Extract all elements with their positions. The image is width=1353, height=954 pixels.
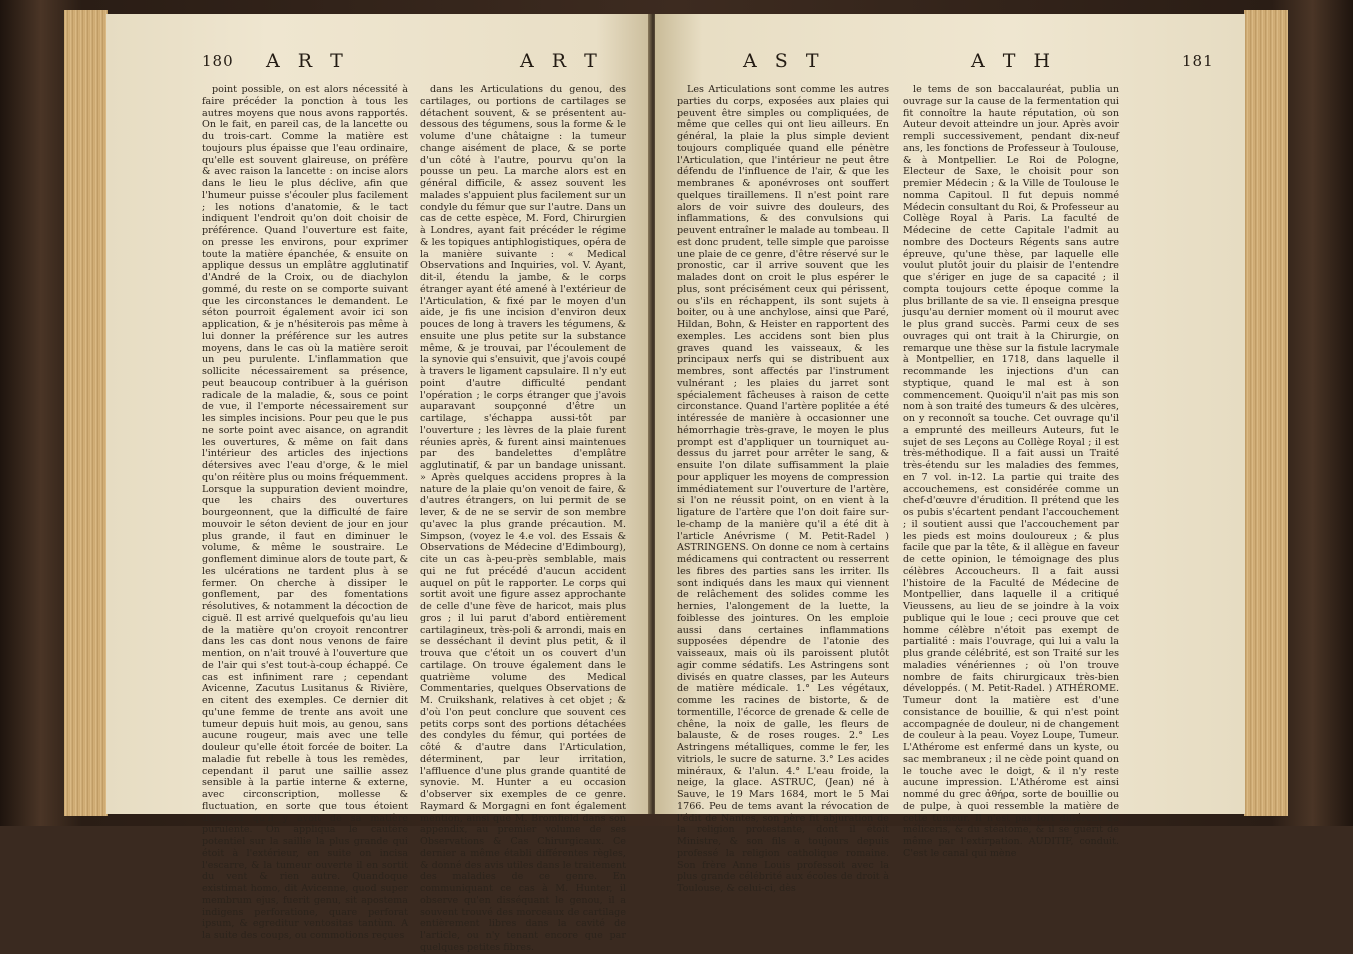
left-running-head-2: A R T: [520, 50, 603, 72]
left-running-head-1: A R T: [266, 50, 349, 72]
right-page-header: [655, 52, 1245, 76]
left-page: [106, 14, 651, 953]
right-running-head-1: A S T: [743, 50, 825, 72]
left-column-2-text: dans les Articulations du genou, des cartilages, ou portions de cartilages se détachent souvent, & se présentent au-dessous des tégumens, sous la forme & le volume d'une châtaigne : la tumeur change aisément de place, & se porte d'un côté à l'autre, pourvu qu'on la pousse un peu. La marche alors est en général difficile, & assez souvent les malades s'appuient plus facilement sur un condyle du fémur que sur l'autre. Dans un cas de cette espèce, M. Ford, Chirurgien à Londres, ayant fait précéder le régime & les topiques antiphlogistiques, opéra de la manière suivante : « Medical Observations and Inquiries, vol. V. Ayant, dit-il, étendu la jambe, & le corps étranger ayant été amené à l'extérieur de l'Articulation, & fixé par le moyen d'un aide, je fis une incision d'environ deux pouces de long à travers les tégumens, & ensuite une plus petite sur la substance même, & je trouvai, par l'écoulement de la synovie qui s'ensuivit, que j'avois coupé à travers le ligament capsulaire. Il n'y eut point d'autre difficulté pendant l'opération ; le corps étranger que j'avois auparavant soupçonné d'être un cartilage, s'échappa aussi-tôt par l'ouverture ; les lèvres de la plaie furent réunies après, & furent ainsi maintenues par des bandelettes d'emplâtre agglutinatif, & par un bandage unissant. » Après quelques accidens propres à la nature de la plaie qu'on venoit de faire, & d'autres étrangers, on lui permit de se lever, & de ne se servir de son membre qu'avec la plus grande précaution. M. Simpson, (voyez le 4.e vol. des Essais & Observations de Médecine d'Edimbourg), cite un cas à-peu-près semblable, mais qui ne fut précédé d'aucun accident auquel on pût le rapporter. Le corps qui sortit avoit une figure assez approchante de celle d'une fève de haricot, mais plus gros ; il lui parut d'abord entièrement cartilagineux, très-poli & arrondi, mais en se desséchant il devint plus petit, & il trouva que c'étoit un os couvert d'un cartilage. On trouve également dans le quatrième volume des Medical Commentaries, quelques Observations de M. Cruikshank, relatives à cet objet ; & d'où l'on peut conclure que souvent ces petits corps sont des portions détachées des condyles du fémur, qui portées de côté & d'autre dans l'Articulation, déterminent, par leur irritation, l'affluence d'une plus grande quantité de synovie. M. Hunter a eu occasion d'observer six exemples de ce genre. Raymard & Morgagni en font également mention, ainsi que M. Bromfield dans son appendix, au premier volume de ses Observations & Cas Chirurgicaux. Ce dernier a même établi différentes règles, & donné des avis utiles dans le traitement des maladies de ce genre. En communiquant ce cas à M. Hunter, il observe qu'en disséquant le genou, il a souvent trouvé des morceaux de cartilage entièrement libres dans la cavité de l'article, ou n'y tenant encore que par quelques petites fibres.: [420, 84, 626, 953]
right-page-edges: [1244, 10, 1288, 816]
left-page-edges: [64, 10, 108, 816]
left-page-number: 180: [202, 52, 234, 70]
right-page: [655, 14, 1245, 894]
right-column-2-text: le tems de son baccalauréat, publia un ouvrage sur la cause de la fermentation qui fit connoître la haute réputation, où son Auteur devoit atteindre un jour. Après avoir rempli successivement, pendant dix-neuf ans, les fonctions de Professeur à Toulouse, & à Montpellier. Le Roi de Pologne, Electeur de Saxe, le choisit pour son premier Médecin ; & la Ville de Toulouse le nomma Capitoul. Il fut depuis nommé Médecin consultant du Roi, & Professeur au Collège Royal à Paris. La faculté de Médecine de cette Capitale l'admit au nombre des Docteurs Régents sans autre épreuve, qu'une thèse, par laquelle elle voulut plutôt jouir du plaisir de l'entendre que s'ériger en juge de sa capacité ; il compta toujours cette époque comme la plus brillante de sa vie. Il enseigna presque jusqu'au dernier moment où il mourut avec le plus grand succès. Parmi ceux de ses ouvrages qui ont trait à la Chirurgie, on remarque une thèse sur la fistule lacrymale à Montpellier, en 1718, dans laquelle il recommande les injections d'un can styptique, quand le mal est à son commencement. Quoiqu'il n'ait pas mis son nom à son traité des tumeurs & des ulcères, on y reconnoît sa touche. Cet ouvrage qu'il a emprunté des meilleurs Auteurs, fut le sujet de ses Leçons au Collège Royal ; il est très-méthodique. Il a fait aussi un Traité très-étendu sur les maladies des femmes, en 7 vol. in-12. La partie qui traite des accouchemens, est considérée comme un chef-d'œuvre d'érudition. Il prétend que les os pubis s'écartent pendant l'accouchement ; il soutient aussi que l'accouchement par les pieds est moins douloureux ; & plus facile que par la tête, & il allègue en faveur de cette opinion, le témoignage des plus célèbres Accoucheurs. Il a fait aussi l'histoire de la Faculté de Médecine de Montpellier, dans laquelle il a critiqué Vieussens, au lieu de se joindre à la voix publique qui le loue ; ceci prouve que cet homme célèbre n'étoit pas exempt de partialité : mais l'ouvrage, qui lui a valu la plus grande célébrité, est son Traité sur les maladies vénériennes ; où l'on trouve nombre de faits chirurgicaux très-bien développés. ( M. Petit-Radel. ) ATHÉROME. Tumeur dont la matière est d'une consistance de bouillie, & qui n'est point accompagnée de douleur, ni de changement de couleur à la peau. Voyez Loupe, Tumeur. L'Athérome est enfermé dans un kyste, ou sac membraneux ; il ne cède point quand on le touche avec le doigt, & il n'y reste aucune impression. L'Athérome est ainsi nommé du grec ἀθήρα, sorte de bouillie ou de pulpe, à quoi ressemble la matière de cette tumeur. Il n'est pas fort différent du méliceris, & du stéatome, & il se guérit de même par l'extirpation. AUDITIF, conduit. C'est le canal qui mène: [903, 84, 1119, 859]
right-running-head-2: A T H: [971, 50, 1057, 72]
right-page-number: 181: [1182, 52, 1214, 70]
right-column-2: [903, 84, 1119, 859]
right-column-1-text: Les Articulations sont comme les autres parties du corps, exposées aux plaies qui peuvent être simples ou compliquées, de même que celles qui ont lieu ailleurs. En général, la plaie la plus simple devient toujours compliquée quand elle pénètre l'Articulation, que l'intérieur ne peut être défendu de l'influence de l'air, & que les membranes & aponévroses ont souffert quelques tiraillemens. Il n'est point rare alors de voir suivre des douleurs, des inflammations, & des convulsions qui peuvent entraîner le malade au tombeau. Il est donc prudent, telle simple que paroisse une plaie de ce genre, d'être réservé sur le pronostic, car il arrive souvent que les malades dont on croit le plus espérer le plus, sont précisément ceux qui périssent, ou s'ils en réchappent, ils sont sujets à boiter, ou à une anchylose, ainsi que Paré, Hildan, Bohn, & Heister en rapportent des exemples. Les accidens sont bien plus graves quand les vaisseaux, & les principaux nerfs qui se distribuent aux membres, sont affectés par l'instrument vulnérant ; les plaies du jarret sont spécialement fâcheuses à raison de cette circonstance. Quand l'artère poplitée a été intéressée de manière à occasionner une hémorrhagie très-grave, le moyen le plus prompt est d'appliquer un tourniquet au-dessus du jarret pour arrêter le sang, & ensuite l'on dilate suffisamment la plaie pour appliquer les moyens de compression immédiatement sur l'ouverture de l'artère, si l'on ne réussit point, on en vient à la ligature de l'artère que l'on doit faire sur-le-champ de la manière qu'il a été dit à l'article Anévrisme ( M. Petit-Radel ) ASTRINGENS. On donne ce nom à certains médicamens qui contractent ou resserrent les fibres des parties sans les irriter. Ils sont indiqués dans les maux qui viennent de relâchement des solides comme les hernies, l'alongement de la luette, la foiblesse des jointures. On les emploie aussi dans certaines inflammations supposées dépendre de l'atonie des vaisseaux, mais où ils paroissent plutôt agir comme sédatifs. Les Astringens sont divisés en quatre classes, par les Auteurs de matière médicale. 1.° Les végétaux, comme les racines de bistorte, & de tormentille, l'écorce de grenade & celle de chêne, la noix de galle, les fleurs de balauste, & de roses rouges. 2.° Les Astringens métalliques, comme le fer, les vitriols, le sucre de saturne. 3.° Les acides minéraux, & l'alun. 4.° L'eau froide, la neige, la glace. ASTRUC, (Jean) né à Sauve, le 19 Mars 1684, mort le 5 Mai 1766. Peu de tems avant la révocation de l'édit de Nantes, son père fit abjuration de la religion protestante, dont il étoit Ministre, & son fils a toujours depuis professé la religion catholique romaine. Son frère Anne Louis professoit avec la plus grande célébrité aux écoles de droit à Toulouse, & celui-ci, dès: [677, 84, 889, 894]
left-page-header: [106, 52, 651, 76]
left-column-2: [420, 84, 626, 953]
left-column-1-text: point possible, on est alors nécessité à faire précéder la ponction à tous les autres moyens que nous avons rapportés. On le fait, en pareil cas, de la lancette ou du trois-cart. Comme la matière est toujours plus épaisse que l'eau ordinaire, qu'elle est souvent glaireuse, on préfère & avec raison la lancette : on incise alors dans le lieu le plus déclive, afin que l'humeur puisse s'écouler plus facilement ; les notions d'anatomie, & le tact indiquent l'endroit qu'on doit choisir de préférence. Quand l'ouverture est faite, on presse les environs, pour exprimer toute la matière épanchée, & ensuite on applique dessus un emplâtre agglutinatif d'André de la Croix, ou de diachylon gommé, du reste on se comporte suivant que les circonstances le demandent. Le séton pourroit également avoir ici son application, & je n'hésiterois pas même à lui donner la préférence sur les autres moyens, dans le cas où la matière seroit un peu purulente. L'inflammation que sollicite nécessairement sa présence, peut beaucoup contribuer à la guérison radicale de la maladie, &, sous ce point de vue, il l'emporte nécessairement sur les simples incisions. Pour peu que le pus ne sorte point avec aisance, on agrandit les ouvertures, & même on fait dans l'intérieur des articles des injections détersives avec l'eau d'orge, & le miel qu'on réitère plus ou moins fréquemment. Lorsque la suppuration devient moindre, que les chairs des ouvertures bourgeonnent, que la difficulté de faire mouvoir le séton devient de jour en jour plus grande, il faut en diminuer le volume, & même le soustraire. Le gonflement diminue alors de toute part, & les ulcérations ne tardent plus à se fermer. On cherche à dissiper le gonflement, par des fomentations résolutives, & notamment la décoction de ciguë. Il est arrivé quelquefois qu'au lieu de la matière qu'on croyoit rencontrer dans les cas dont nous venons de faire mention, on n'ait trouvé à l'ouverture que de l'air qui s'est tout-à-coup échappé. Ce cas est infiniment rare ; cependant Avicenne, Zacutus Lusitanus & Rivière, en citent des exemples. Ce dernier dit qu'une femme de trente ans avoit une tumeur depuis huit mois, au genou, sans aucune rougeur, mais avec une telle douleur qu'elle étoit forcée de boiter. La maladie fut rebelle à tous les remèdes, cependant il parut une saillie assez sensible à la partie interne & externe, avec circonscription, mollesse & fluctuation, en sorte que tous étoient d'accord qu'il y avoit de sa matière purulente. On appliqua le cautère potentiel sur la saillie la plus grande qui étoit à l'extérieur, en suite on incisa l'escarre, & la tumeur ouverte il en sortit du vent & rien autre. Quandoque existimat homo, dit Avicenne, quod super membrum ejus, fuerit genu, sit apostema indigens perforatione, quare perforat ipsum, & egreditur ventositas tantùm. A la suite des coups, ou commotions reçues: [202, 84, 408, 941]
left-column-1: [202, 84, 408, 941]
right-column-1: [677, 84, 889, 894]
